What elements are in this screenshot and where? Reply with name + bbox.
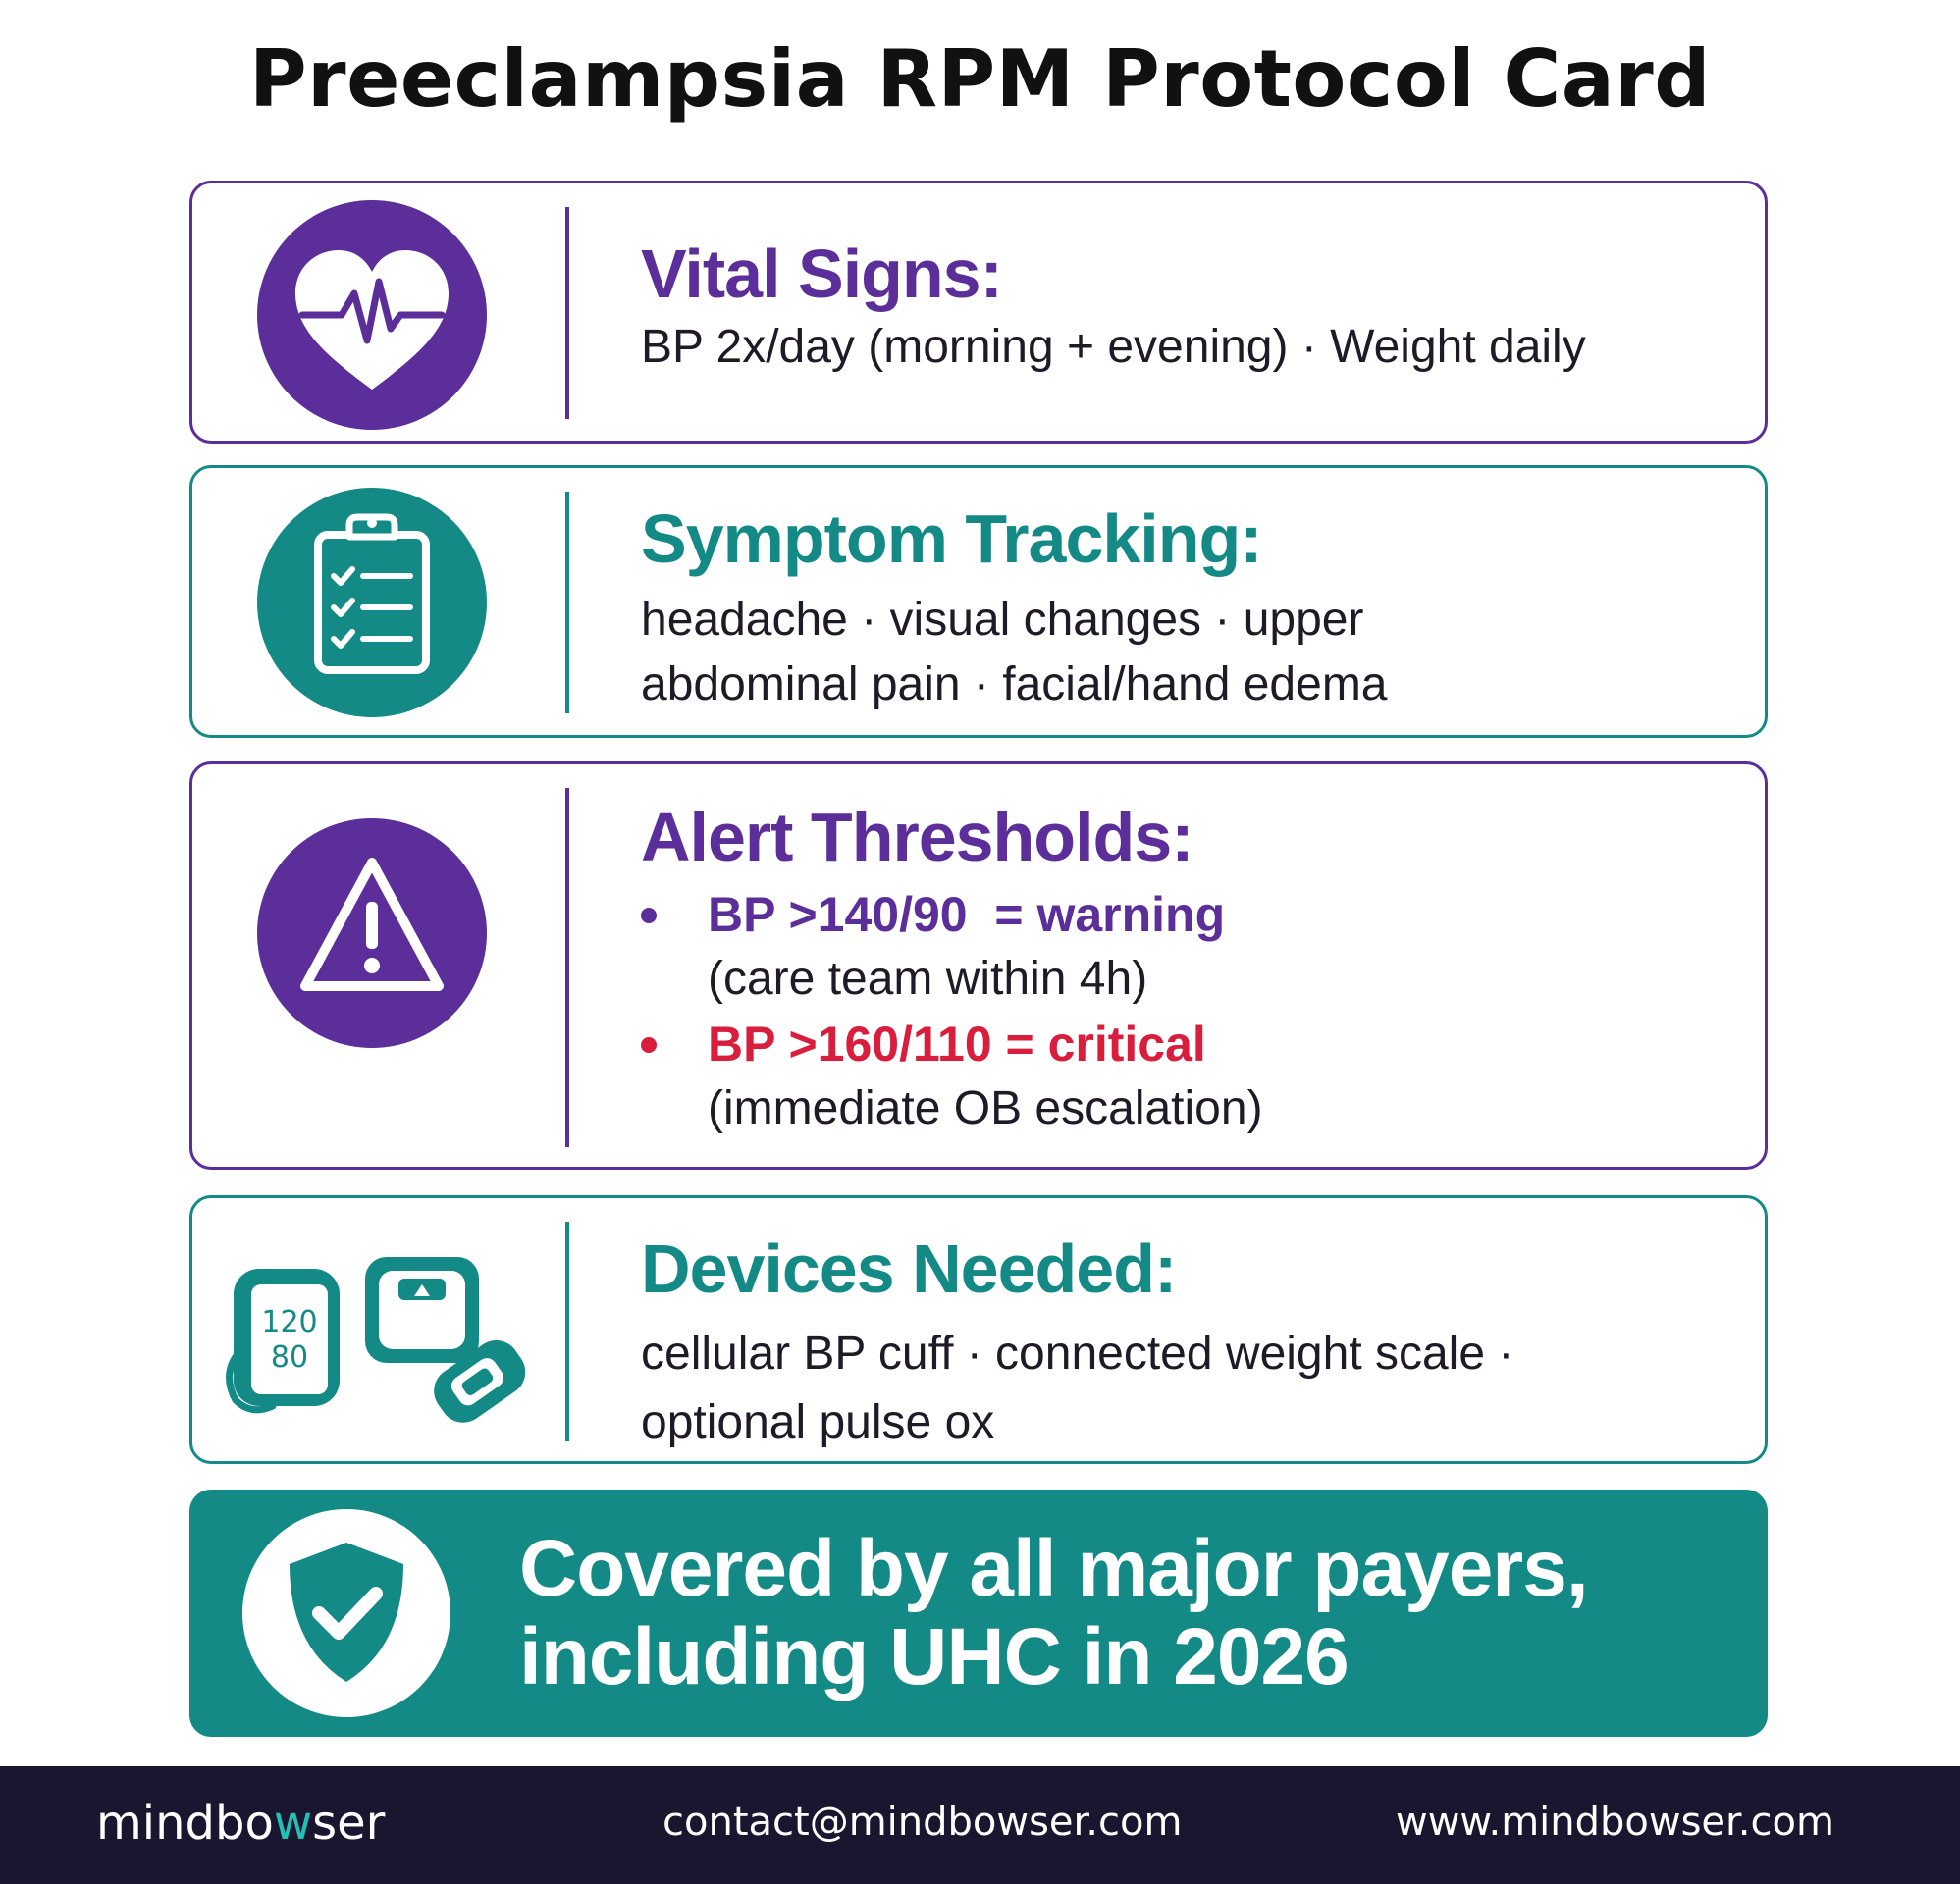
card-divider <box>565 492 569 713</box>
coverage-banner <box>189 1490 1768 1737</box>
logo-suffix: ser <box>312 1796 386 1851</box>
critical-threshold-action: (immediate OB escalation) <box>708 1082 1263 1134</box>
vital-signs-card <box>189 181 1768 444</box>
critical-threshold-item <box>641 1012 1725 1141</box>
logo-accent: w <box>273 1796 313 1851</box>
alert-thresholds-heading: Alert Thresholds: <box>641 799 1193 875</box>
warning-threshold-label: BP >140/90 = warning <box>708 887 1226 942</box>
warning-triangle-icon <box>192 764 565 1167</box>
cuff-reading-top: 120 <box>261 1305 318 1339</box>
devices-needed-line-1: cellular BP cuff · connected weight scale · <box>641 1328 1514 1380</box>
card-divider <box>565 788 569 1147</box>
card-divider <box>565 1222 569 1441</box>
website-link[interactable]: www.mindbowser.com <box>1396 1800 1834 1845</box>
cuff-reading-bottom: 80 <box>270 1340 309 1375</box>
card-divider <box>565 207 569 419</box>
mindbowser-logo[interactable] <box>96 1796 385 1851</box>
warning-threshold-action: (care team within 4h) <box>708 953 1148 1005</box>
devices-needed-line-2: optional pulse ox <box>641 1396 995 1448</box>
devices-needed-card <box>189 1195 1768 1464</box>
bullet-dot <box>641 908 657 923</box>
coverage-line-2: including UHC in 2026 <box>519 1612 1349 1701</box>
symptom-tracking-heading: Symptom Tracking: <box>641 500 1262 577</box>
devices-needed-heading: Devices Needed: <box>641 1230 1177 1307</box>
bp-cuff-scale-pulse-ox-icon <box>192 1198 565 1461</box>
contact-email-link[interactable]: contact@mindbowser.com <box>662 1800 1183 1845</box>
symptom-tracking-line-1: headache · visual changes · upper <box>641 594 1364 646</box>
shield-check-icon <box>240 1507 456 1719</box>
critical-threshold-label: BP >160/110 = critical <box>708 1017 1206 1072</box>
vital-signs-heading: Vital Signs: <box>641 236 1002 312</box>
logo-prefix: mindbo <box>96 1796 274 1851</box>
vital-signs-body: BP 2x/day (morning + evening) · Weight daily <box>641 321 1586 373</box>
heart-pulse-icon <box>192 183 565 441</box>
footer <box>0 1766 1960 1884</box>
symptom-tracking-card <box>189 465 1768 738</box>
page-title: Preeclampsia RPM Protocol Card <box>249 33 1711 125</box>
symptom-tracking-line-2: abdominal pain · facial/hand edema <box>641 658 1388 710</box>
alert-thresholds-card <box>189 761 1768 1170</box>
coverage-line-1: Covered by all major payers, <box>519 1524 1588 1613</box>
warning-threshold-item <box>641 882 1725 1012</box>
clipboard-checklist-icon <box>192 468 565 735</box>
bullet-dot <box>641 1037 657 1053</box>
